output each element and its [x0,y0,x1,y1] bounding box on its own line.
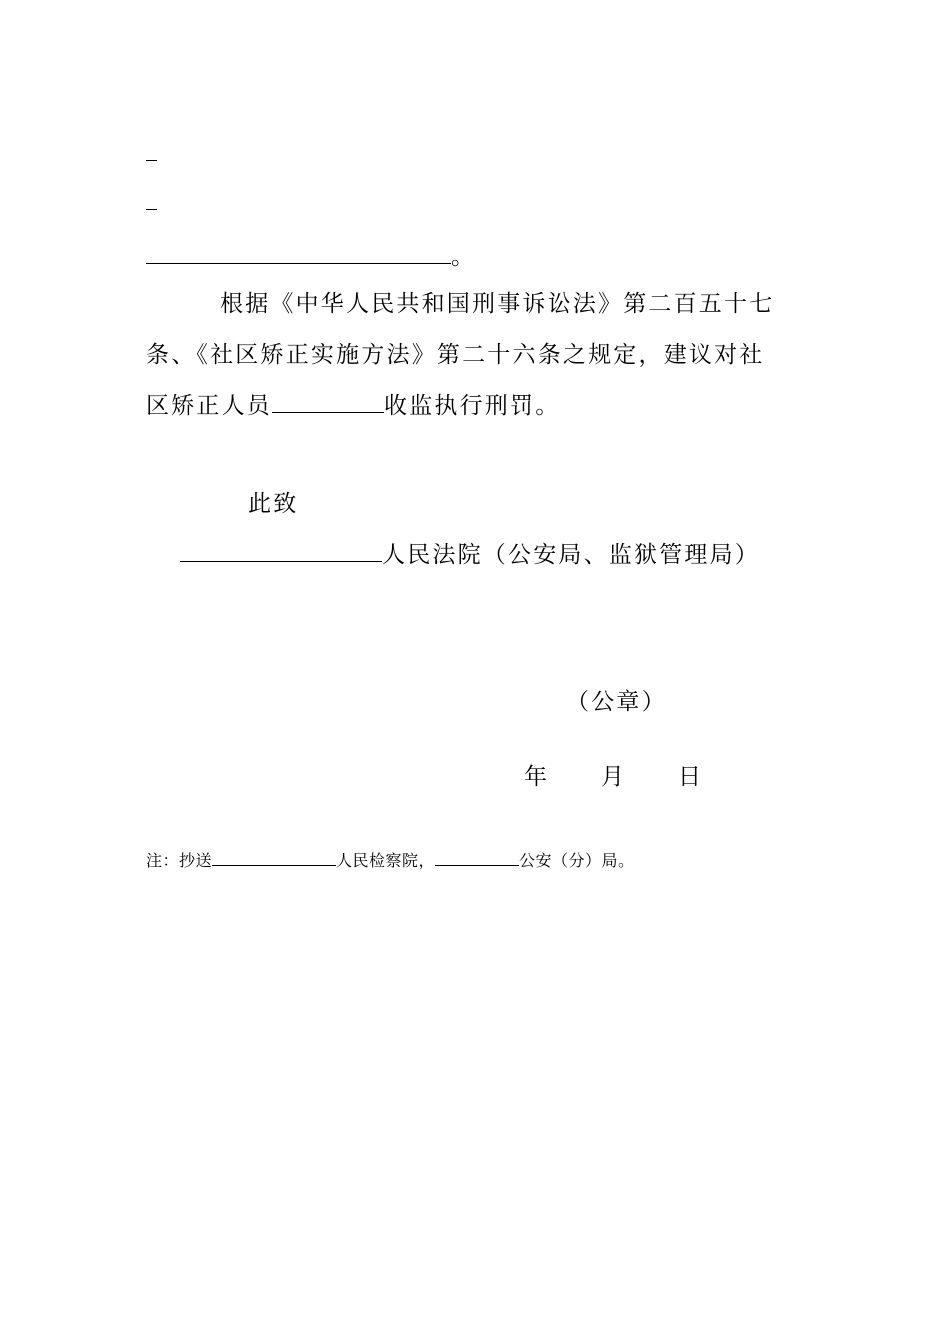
fill-blank-long[interactable] [146,241,451,264]
date-day: 日 [678,764,704,790]
fill-dash-2 [146,209,157,210]
fill-line-period: 。 [451,244,477,270]
paragraph-line-3-after: 收监执行刑罚。 [384,393,561,419]
cc-note-procuratorate: 人民检察院， [336,851,436,870]
paragraph-line-3 [146,387,560,420]
cc-note-prefix: 注：抄送 [146,851,213,870]
recipient-suffix: 人民法院（公安局、监狱管理局） [382,542,760,568]
paragraph-line-2: 条、《社区矫正实施方法》第二十六条之规定，建议对社 [146,342,765,368]
person-name-blank[interactable] [272,390,384,413]
police-bureau-blank[interactable] [435,849,519,866]
cc-note-police: 公安（分）局。 [519,851,635,870]
procuratorate-blank[interactable] [212,849,336,866]
official-seal-label: （公章） [566,689,667,715]
paragraph-line-3-before: 区矫正人员 [146,393,272,419]
date-year: 年 [524,764,550,790]
salutation: 此致 [248,491,299,517]
paragraph-line-1: 根据《中华人民共和国刑事诉讼法》第二百五十七 [220,291,775,317]
fill-line-row [146,238,476,271]
court-name-blank[interactable] [180,539,382,562]
date-month: 月 [601,764,627,790]
recipient-row [180,536,760,569]
cc-note [146,848,635,871]
fill-dash-1 [146,160,157,161]
